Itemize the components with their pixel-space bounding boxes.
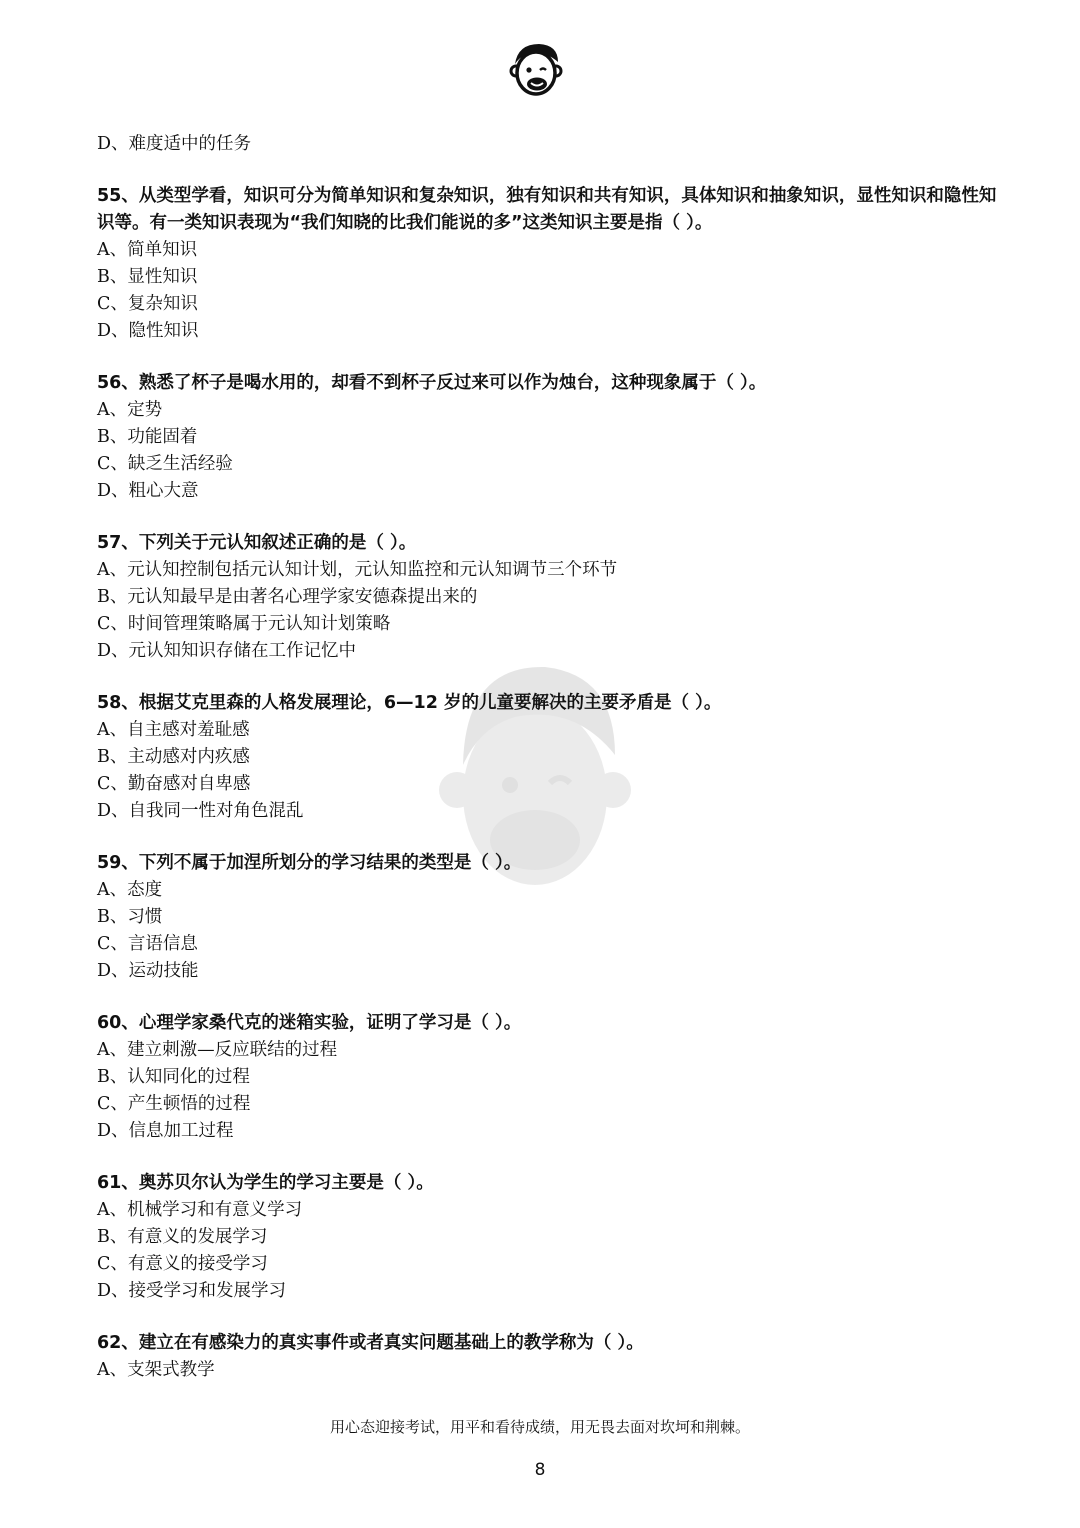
question-stem: 57、下列关于元认知叙述正确的是（ ）。 — [97, 533, 417, 553]
option-a: A、定势 — [97, 400, 163, 420]
option-a: A、建立刺激—反应联结的过程 — [97, 1040, 338, 1060]
question-61 — [97, 1170, 997, 1305]
option-a: A、支架式教学 — [97, 1360, 215, 1380]
option-d: D、信息加工过程 — [97, 1121, 234, 1141]
option-c: C、有意义的接受学习 — [97, 1254, 268, 1274]
question-stem: 59、下列不属于加涅所划分的学习结果的类型是（ ）。 — [97, 853, 522, 873]
option-b: B、元认知最早是由著名心理学家安德森提出来的 — [97, 587, 478, 607]
option-d: D、隐性知识 — [97, 321, 199, 341]
question-56 — [97, 370, 997, 505]
option-a: A、自主感对羞耻感 — [97, 720, 250, 740]
option-c: C、缺乏生活经验 — [97, 454, 233, 474]
previous-question-option-d: D、难度适中的任务 — [97, 134, 252, 154]
question-stem: 60、心理学家桑代克的迷箱实验，证明了学习是（ ）。 — [97, 1013, 522, 1033]
question-62 — [97, 1330, 997, 1384]
option-b: B、主动感对内疚感 — [97, 747, 250, 767]
option-c: C、复杂知识 — [97, 294, 198, 314]
option-c: C、产生顿悟的过程 — [97, 1094, 251, 1114]
option-d: D、运动技能 — [97, 961, 199, 981]
option-a: A、简单知识 — [97, 240, 198, 260]
monkey-mascot-icon — [506, 40, 566, 100]
option-d: D、接受学习和发展学习 — [97, 1281, 287, 1301]
option-d: D、粗心大意 — [97, 481, 199, 501]
option-b: B、显性知识 — [97, 267, 198, 287]
option-a: A、态度 — [97, 880, 163, 900]
question-stem: 58、根据艾克里森的人格发展理论，6—12 岁的儿童要解决的主要矛盾是（ ）。 — [97, 693, 722, 713]
option-c: C、言语信息 — [97, 934, 198, 954]
option-d: D、元认知知识存储在工作记忆中 — [97, 641, 357, 661]
option-d: D、自我同一性对角色混乱 — [97, 801, 304, 821]
option-a: A、元认知控制包括元认知计划，元认知监控和元认知调节三个环节 — [97, 560, 618, 580]
option-b: B、习惯 — [97, 907, 163, 927]
footer-motto: 用心态迎接考试，用平和看待成绩，用无畏去面对坎坷和荆棘。 — [329, 1418, 750, 1436]
option-c: C、勤奋感对自卑感 — [97, 774, 251, 794]
question-55 — [97, 183, 997, 345]
question-58 — [97, 690, 997, 825]
question-59 — [97, 850, 997, 985]
question-stem: 61、奥苏贝尔认为学生的学习主要是（ ）。 — [97, 1173, 434, 1193]
question-stem: 62、建立在有感染力的真实事件或者真实问题基础上的教学称为（ ）。 — [97, 1333, 644, 1353]
question-57 — [97, 530, 997, 665]
question-stem: 55、从类型学看，知识可分为简单知识和复杂知识，独有知识和共有知识，具体知识和抽象知识，显性知识和隐性知识等。有一类知识表现为“我们知晓的比我们能说的多”这类知识主要是指（ ）。 — [97, 186, 997, 233]
option-a: A、机械学习和有意义学习 — [97, 1200, 303, 1220]
question-list — [97, 131, 997, 1409]
option-b: B、认知同化的过程 — [97, 1067, 250, 1087]
option-b: B、功能固着 — [97, 427, 198, 447]
page-number: 8 — [534, 1460, 546, 1480]
question-stem: 56、熟悉了杯子是喝水用的，却看不到杯子反过来可以作为烛台，这种现象属于（ ）。 — [97, 373, 767, 393]
option-c: C、时间管理策略属于元认知计划策略 — [97, 614, 391, 634]
option-b: B、有意义的发展学习 — [97, 1227, 268, 1247]
question-60 — [97, 1010, 997, 1145]
